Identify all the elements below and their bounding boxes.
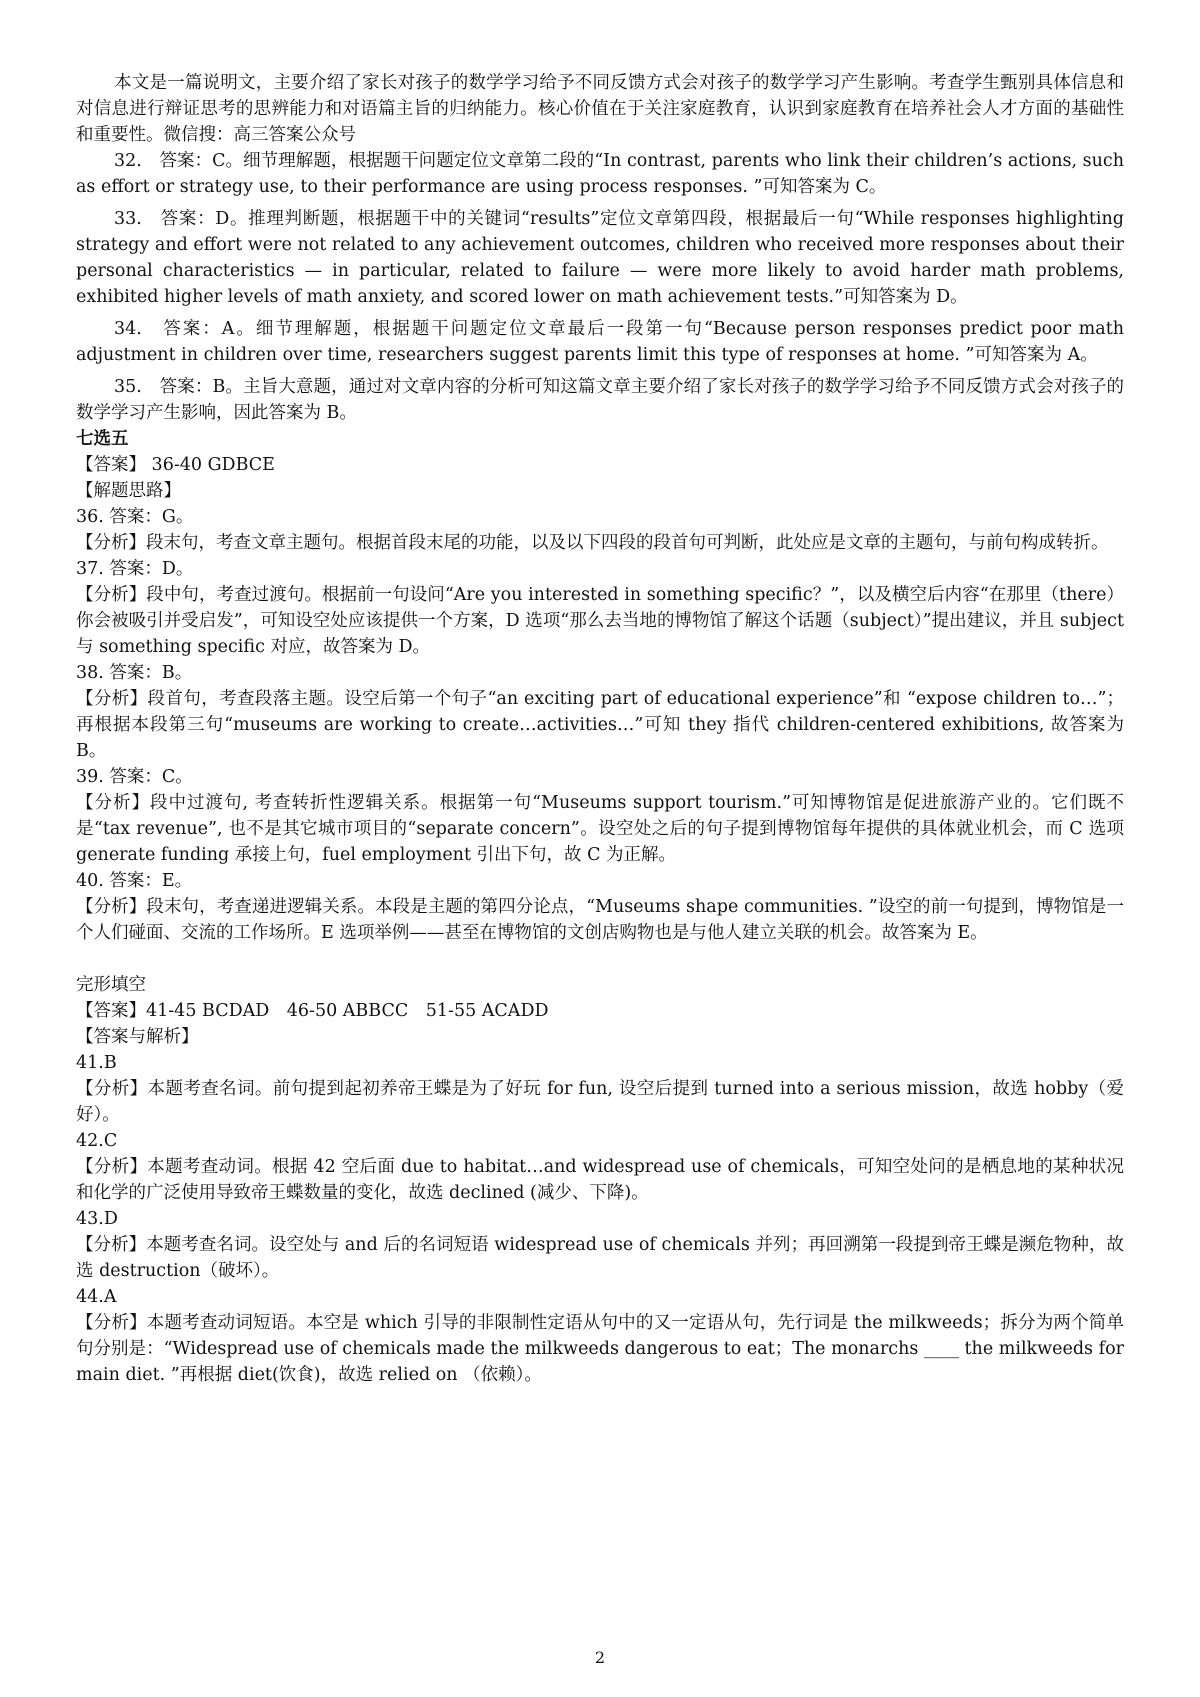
answer-41: 41.B [76, 1053, 117, 1073]
analysis-37: 【分析】段中句，考查过渡句。根据前一句设问“Are you interested in something specific？”，以及横空后内容“在那里（there）你会被吸引并受启发”，可知设空处应该提供一个方案，D 选项“那么去当地的博物馆了解这个话题（subject）”提出建议，并且 subject 与 something specific 对应，故答案为 D。 [76, 585, 1124, 657]
answer-33: 33. 答案：D。推理判断题，根据题干中的关键词“results”定位文章第四段，根据最后一句“While responses highlighting strategy and effort were not related to any achievement outcomes, children who received more responses about their personal characteristics — in particular, related to failure — were more likely to avoid harder math problems, exhibited higher levels of math anxiety, and scored lower on math achievement tests.”可知答案为 D。 [76, 209, 1124, 307]
answer-42: 42.C [76, 1131, 118, 1151]
answer-37: 37. 答案：D。 [76, 559, 194, 579]
answer-34: 34. 答案：A。细节理解题，根据题干问题定位文章最后一段第一句“Because person responses predict poor math adjustment in children over time, researchers suggest parents limit this type of responses at home. ”可知答案为 A。 [76, 319, 1124, 365]
analysis-39: 【分析】段中过渡句, 考查转折性逻辑关系。根据第一句“Museums support tourism.”可知博物馆是促进旅游产业的。它们既不是“tax revenue”, 也不是其它城市项目的“separate concern”。设空处之后的句子提到博物馆每年提供的具体就业机会，而 C 选项 generate funding 承接上句，fuel employment 引出下句，故 C 为正解。 [76, 793, 1124, 865]
answer-32: 32. 答案：C。细节理解题，根据题干问题定位文章第二段的“In contrast, parents who link their children’s actions, such as effort or strategy use, to their performance are using process responses. ”可知答案为 C。 [76, 151, 1124, 197]
answer-key-36-40: 【答案】 36-40 GDBCE [76, 455, 275, 475]
analysis-41: 【分析】本题考查名词。前句提到起初养帝王蝶是为了好玩 for fun, 设空后提到 turned into a serious mission，故选 hobby（爱好）。 [76, 1079, 1124, 1125]
analysis-38: 【分析】段首句，考查段落主题。设空后第一个句子“an exciting part of educational experience”和 “expose children to…”；再根据本段第三句“museums are working to create…activities…”可知 they 指代 children-centered exhibitions, 故答案为 B。 [76, 689, 1124, 761]
analysis-43: 【分析】本题考查名词。设空处与 and 后的名词短语 widespread use of chemicals 并列；再回溯第一段提到帝王蝶是濒危物种，故选 destruction（破坏）。 [76, 1235, 1124, 1281]
explanation-label: 【答案与解析】 [76, 1027, 199, 1047]
answer-40: 40. 答案：E。 [76, 871, 193, 891]
answer-key-41-55: 【答案】41-45 BCDAD 46-50 ABBCC 51-55 ACADD [76, 1001, 549, 1021]
answer-38: 38. 答案：B。 [76, 663, 193, 683]
page-number: 2 [594, 1648, 606, 1667]
answer-35: 35. 答案：B。主旨大意题，通过对文章内容的分析可知这篇文章主要介绍了家长对孩子的数学学习给予不同反馈方式会对孩子的数学学习产生影响，因此答案为 B。 [76, 377, 1124, 423]
passage-summary: 本文是一篇说明文，主要介绍了家长对孩子的数学学习给予不同反馈方式会对孩子的数学学习产生影响。考查学生甄别具体信息和对信息进行辩证思考的思辨能力和对语篇主旨的归纳能力。核心价值在于关注家庭教育，认识到家庭教育在培养社会人才方面的基础性和重要性。微信搜：高三答案公众号 [76, 73, 1124, 145]
answer-39: 39. 答案：C。 [76, 767, 193, 787]
analysis-44: 【分析】本题考查动词短语。本空是 which 引导的非限制性定语从句中的又一定语从句，先行词是 the milkweeds；拆分为两个简单句分别是：“Widespread use of chemicals made the milkweeds dangerous to eat；The monarchs ____ the milkweeds for main diet. ”再根据 diet(饮食)，故选 relied on （依赖）。 [76, 1313, 1124, 1385]
analysis-36: 【分析】段末句，考查文章主题句。根据首段末尾的功能，以及以下四段的段首句可判断，此处应是文章的主题句，与前句构成转折。 [76, 533, 1109, 553]
section-spacer [76, 946, 1124, 972]
analysis-42: 【分析】本题考查动词。根据 42 空后面 due to habitat…and widespread use of chemicals，可知空处问的是栖息地的某种状况和化学的广泛使用导致帝王蝶数量的变化，故选 declined (减少、下降)。 [76, 1157, 1124, 1203]
section-heading-cloze: 完形填空 [76, 975, 146, 995]
section-heading-seven-choose-five: 七选五 [76, 429, 129, 449]
answer-44: 44.A [76, 1287, 117, 1307]
analysis-40: 【分析】段末句，考查递进逻辑关系。本段是主题的第四分论点，“Museums shape communities. ”设空的前一句提到，博物馆是一个人们碰面、交流的工作场所。E 选项举例——甚至在博物馆的文创店购物也是与他人建立关联的机会。故答案为 E。 [76, 897, 1124, 943]
answer-43: 43.D [76, 1209, 118, 1229]
answer-36: 36. 答案：G。 [76, 507, 194, 527]
approach-label: 【解题思路】 [76, 481, 181, 501]
